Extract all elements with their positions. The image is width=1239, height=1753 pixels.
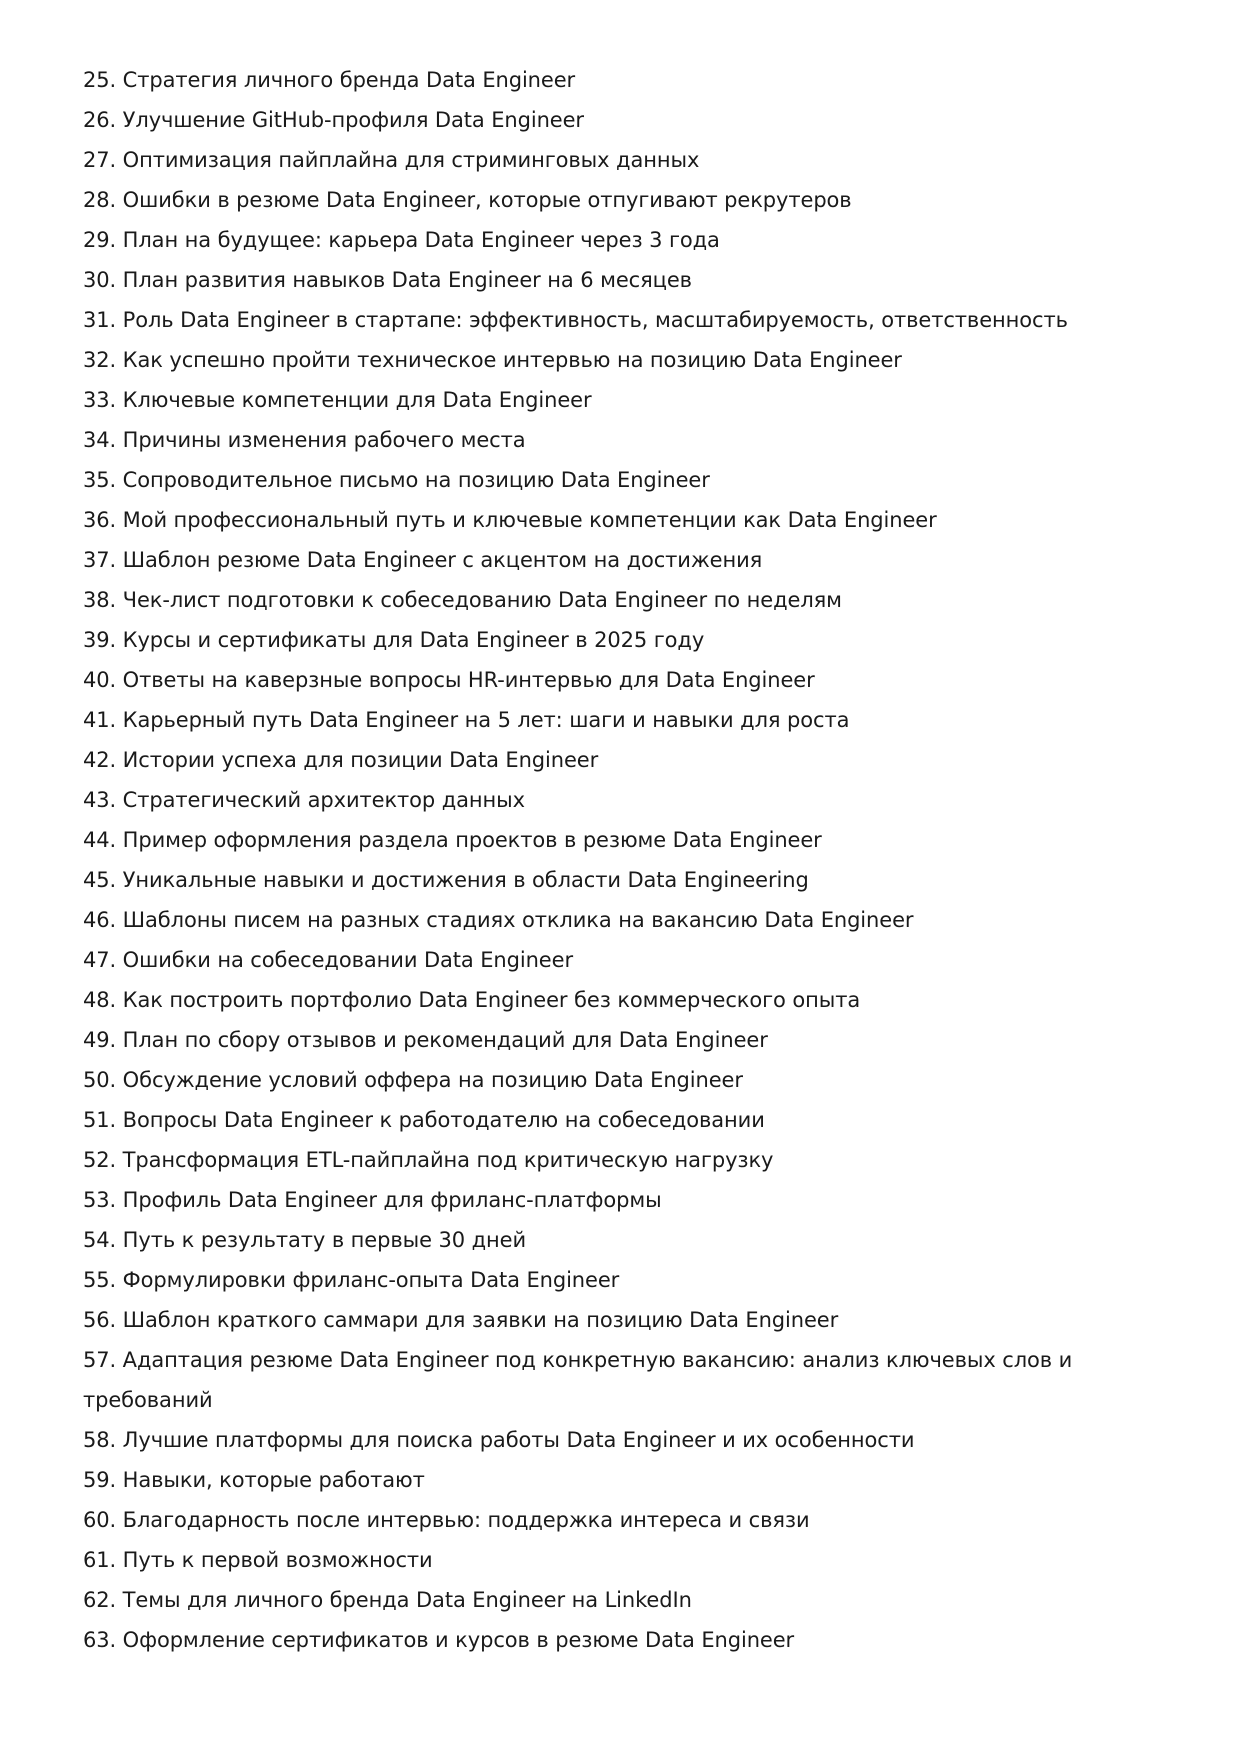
toc-item: 48. Как построить портфолио Data Engineer без коммерческого опыта [83,988,861,1012]
toc-item: 59. Навыки, которые работают [83,1468,425,1492]
toc-item: 43. Стратегический архитектор данных [83,788,525,812]
toc-item: 31. Роль Data Engineer в стартапе: эффективность, масштабируемость, ответственность [83,308,1068,332]
toc-item: 57. Адаптация резюме Data Engineer под конкретную вакансию: анализ ключевых слов и требований [83,1348,1073,1412]
toc-item: 39. Курсы и сертификаты для Data Engineer в 2025 году [83,628,705,652]
toc-item: 26. Улучшение GitHub-профиля Data Engineer [83,108,584,132]
toc-item: 56. Шаблон краткого саммари для заявки на позицию Data Engineer [83,1308,839,1332]
toc-item: 58. Лучшие платформы для поиска работы Data Engineer и их особенности [83,1428,915,1452]
toc-list [83,60,1163,1660]
toc-item: 37. Шаблон резюме Data Engineer с акцентом на достижения [83,548,763,572]
toc-item: 27. Оптимизация пайплайна для стриминговых данных [83,148,700,172]
toc-item: 44. Пример оформления раздела проектов в резюме Data Engineer [83,828,822,852]
toc-item: 63. Оформление сертификатов и курсов в резюме Data Engineer [83,1628,795,1652]
toc-item: 29. План на будущее: карьера Data Engineer через 3 года [83,228,720,252]
toc-item: 28. Ошибки в резюме Data Engineer, которые отпугивают рекрутеров [83,188,852,212]
toc-item: 51. Вопросы Data Engineer к работодателю на собеседовании [83,1108,765,1132]
toc-item: 60. Благодарность после интервью: поддержка интереса и связи [83,1508,810,1532]
toc-item: 30. План развития навыков Data Engineer на 6 месяцев [83,268,692,292]
toc-item: 33. Ключевые компетенции для Data Engineer [83,388,592,412]
toc-item: 49. План по сбору отзывов и рекомендаций для Data Engineer [83,1028,768,1052]
toc-item: 35. Сопроводительное письмо на позицию Data Engineer [83,468,710,492]
toc-item: 46. Шаблоны писем на разных стадиях отклика на вакансию Data Engineer [83,908,914,932]
toc-item: 25. Стратегия личного бренда Data Engineer [83,68,576,92]
toc-item: 41. Карьерный путь Data Engineer на 5 лет: шаги и навыки для роста [83,708,850,732]
toc-item: 62. Темы для личного бренда Data Engineer на LinkedIn [83,1588,692,1612]
toc-item: 40. Ответы на каверзные вопросы HR-интервью для Data Engineer [83,668,815,692]
toc-item: 50. Обсуждение условий оффера на позицию Data Engineer [83,1068,743,1092]
toc-item: 47. Ошибки на собеседовании Data Engineer [83,948,573,972]
toc-item: 52. Трансформация ETL-пайплайна под критическую нагрузку [83,1148,774,1172]
toc-item: 32. Как успешно пройти техническое интервью на позицию Data Engineer [83,348,902,372]
toc-item: 36. Мой профессиональный путь и ключевые компетенции как Data Engineer [83,508,937,532]
toc-item: 38. Чек-лист подготовки к собеседованию Data Engineer по неделям [83,588,842,612]
toc-item: 54. Путь к результату в первые 30 дней [83,1228,527,1252]
toc-item: 61. Путь к первой возможности [83,1548,433,1572]
toc-item: 55. Формулировки фриланс-опыта Data Engineer [83,1268,620,1292]
toc-item: 42. Истории успеха для позиции Data Engineer [83,748,599,772]
toc-item: 53. Профиль Data Engineer для фриланс-платформы [83,1188,662,1212]
toc-item: 34. Причины изменения рабочего места [83,428,526,452]
toc-item: 45. Уникальные навыки и достижения в области Data Engineering [83,868,809,892]
